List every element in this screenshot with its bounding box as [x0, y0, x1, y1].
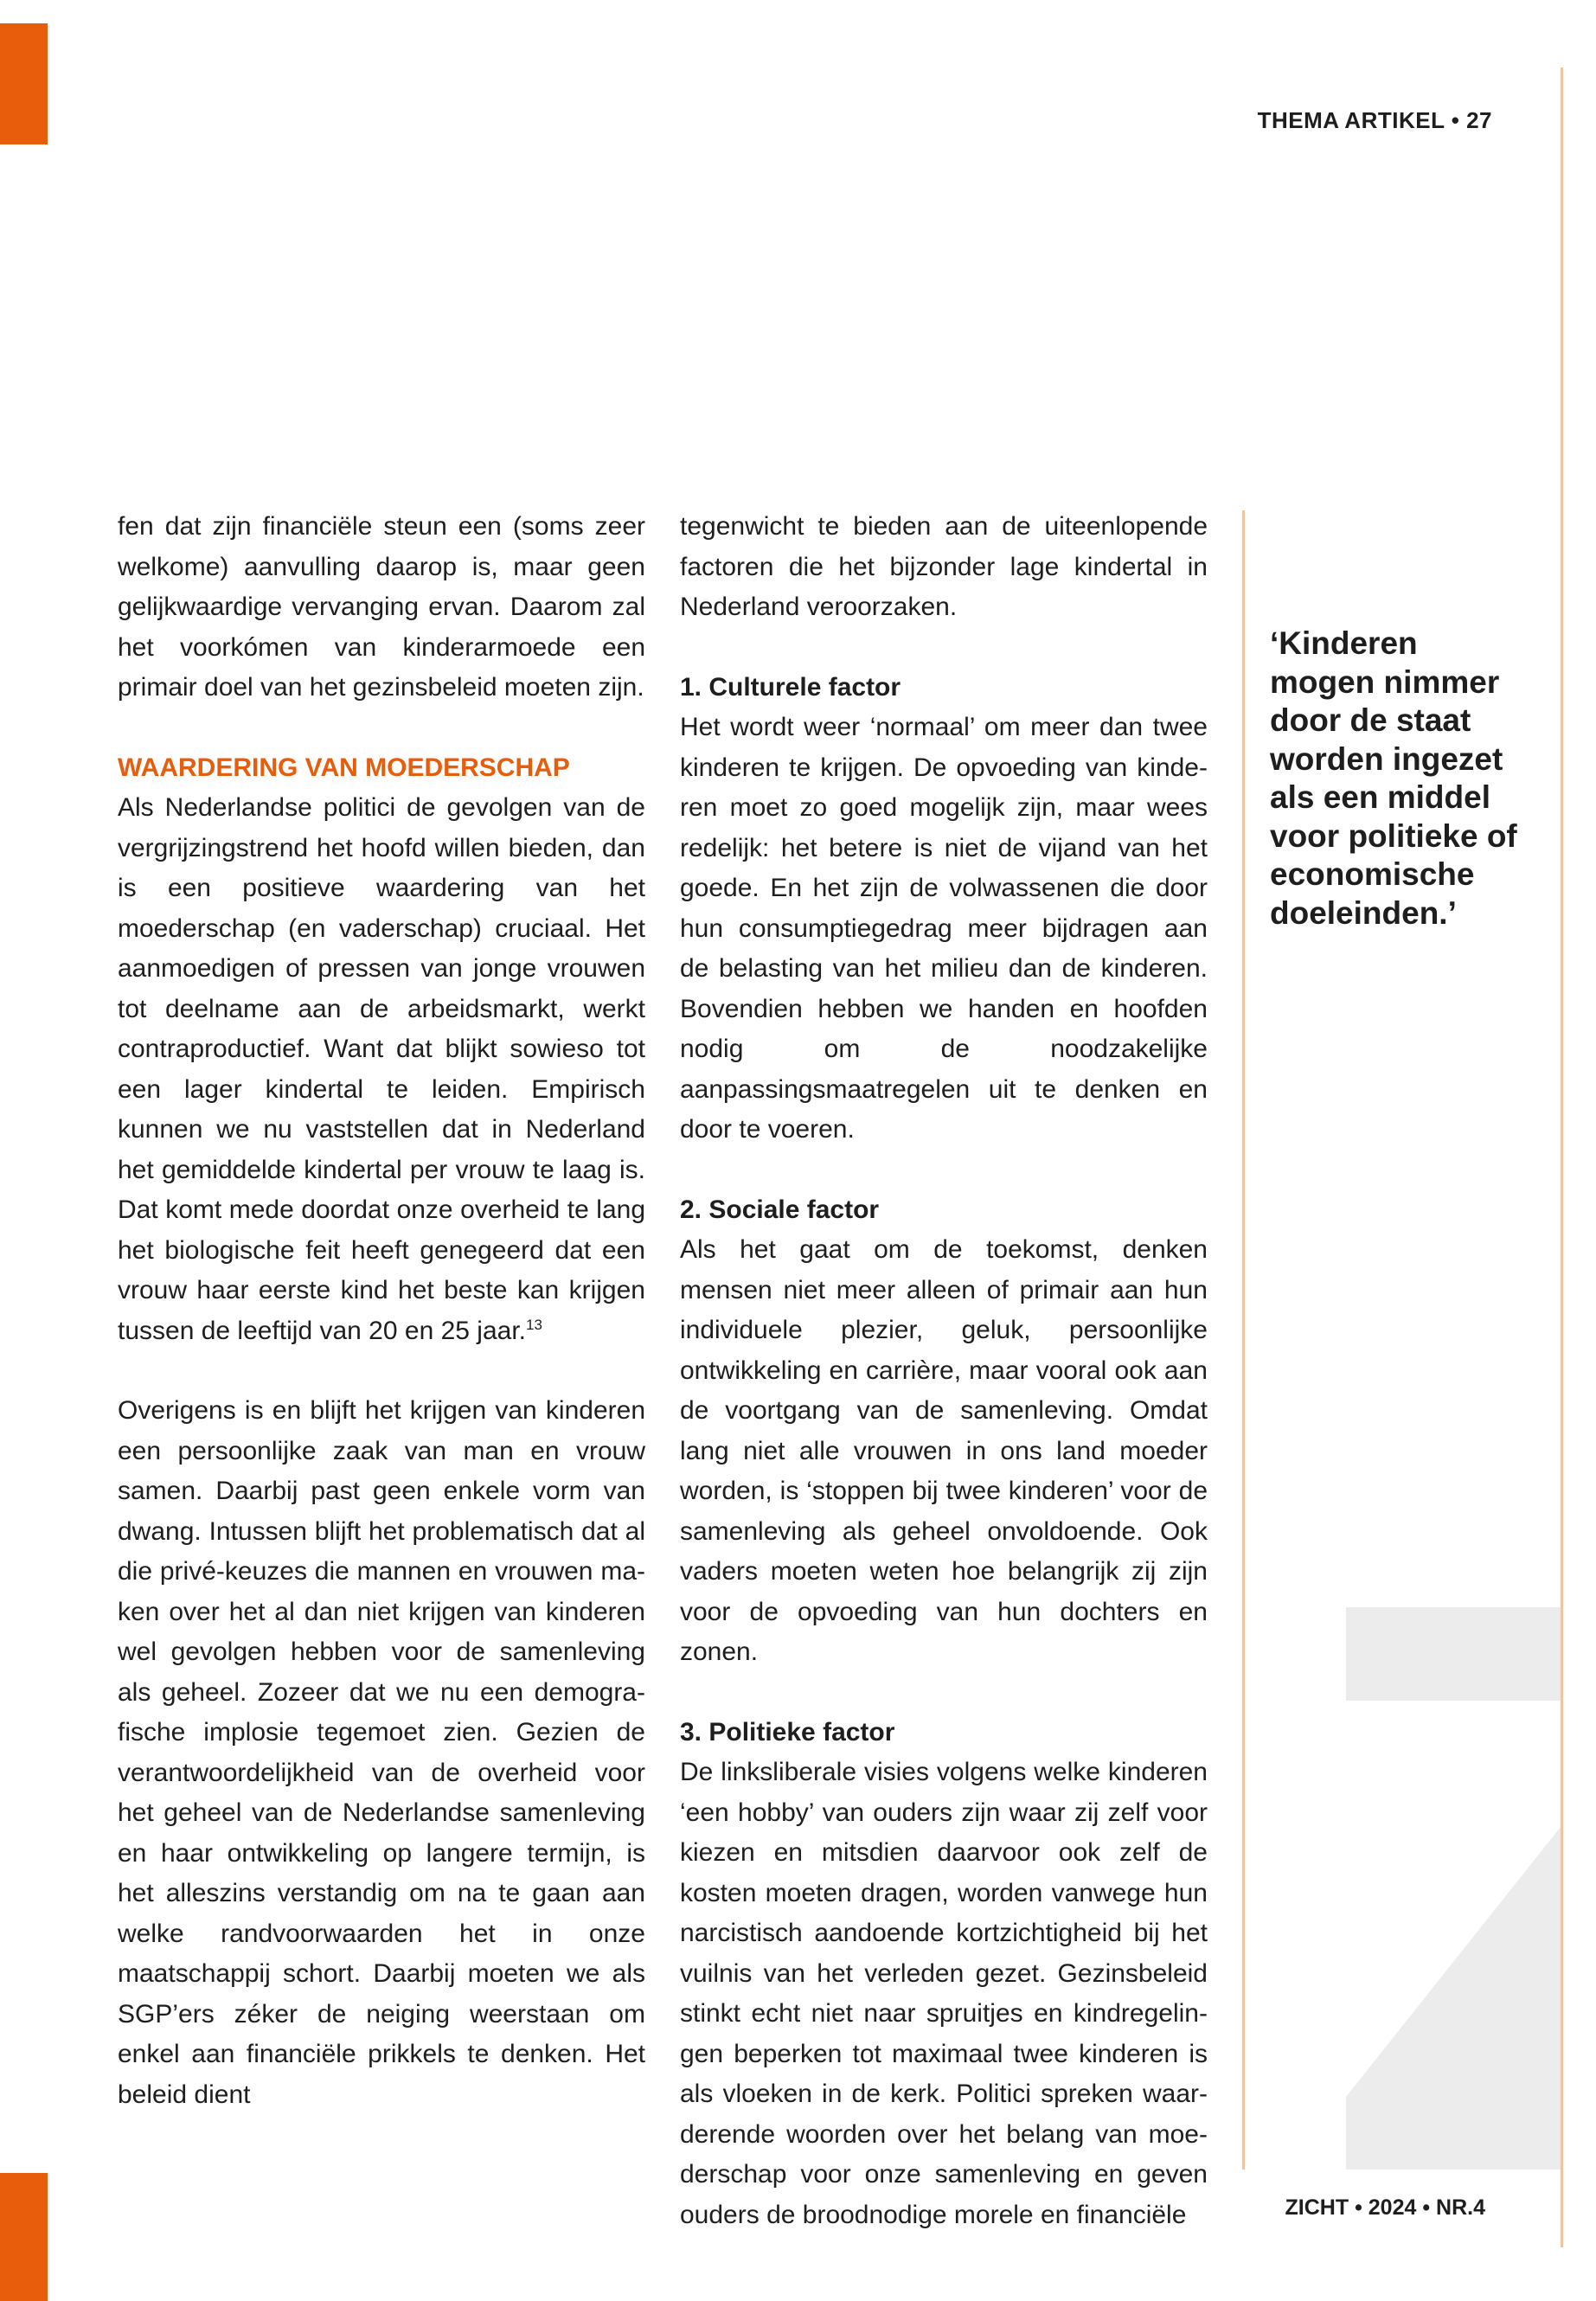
running-footer: ZICHT • 2024 • NR.4 — [1285, 2195, 1485, 2220]
paragraph: Overigens is en blijft het krijgen van kinderen een persoonlijke zaak van man en vrouw samen. Daarbij past geen enkele vorm van dwang. Intussen blijft het problematisch dat al die privé-keuzes die mannen en vrouwen maken over het al dan niet krijgen van kinderen wel gevolgen hebben voor de samenleving als geheel. Zozeer dat we nu een demografische implosie tegemoet zien. Gezien de verantwoordelijkheid van de overheid voor het geheel van de Nederlandse samenleving en haar ontwikkeling op langere termijn, is het alleszins verstandig om na te gaan aan welke randvoorwaarden het in onze maatschappij schort. Daarbij moeten we als SGP’ers zéker de neiging weerstaan om enkel aan financiële prikkels te denken. Het beleid dient — [118, 1396, 645, 2109]
subheading-social: 2. Sociale factor — [680, 1195, 880, 1224]
pullquote-rule — [1242, 510, 1245, 2170]
paragraph: tegenwicht te bieden aan de uiteenlopende factoren die het bijzonder lage kindertal in Nederland veroorzaken. — [680, 512, 1208, 621]
footnote-ref: 13 — [526, 1316, 542, 1333]
header-separator: • — [1451, 107, 1460, 133]
paragraph: De linksliberale visies volgens welke kinderen ‘een hobby’ van ouders zijn waar zij zelf voor kiezen en mitsdien daarvoor ook zelf de kosten moeten dragen, worden vanwege hun narcistisch aandoende kortzichtigheid bij het vuilnis van het verleden gezet. Gezinsbeleid stinkt echt niet naar spruitjes en kindregelingen beperken tot maximaal twee kinderen is als vloeken in de kerk. Politici spreken waarderende woorden over het belang van moederschap voor onze samenleving en geven ouders de broodnodige morele en financiële — [680, 1758, 1208, 2229]
paragraph: Het wordt weer ‘normaal’ om meer dan twee kinderen te krijgen. De opvoeding van kinderen moet zo goed mogelijk zijn, maar wees redelijk: het betere is niet de vijand van het goede. En het zijn de volwassenen die door hun consumptiegedrag meer bijdragen aan de belasting van het milieu dan de kinderen. Bovendien hebben we handen en hoofden nodig om de noodzakelijke aanpassingsmaatregelen uit te denken en door te voeren. — [680, 713, 1208, 1144]
section-heading: WAARDERING VAN MOEDERSCHAP — [118, 753, 570, 782]
deco-z-diagonal — [1346, 1827, 1561, 2170]
pullquote: ‘Kinderen mogen nimmer door de staat worden ingezet als een middel voor politieke of economische doeleinden.’ — [1270, 625, 1517, 931]
paragraph: fen dat zijn financiële steun een (soms zeer welkome) aanvulling daarop is, maar geen gelijkwaardige vervanging ervan. Daarom zal het voorkómen van kinderarmoede een primair doel van het gezinsbeleid moeten zijn. — [118, 512, 645, 702]
article-column-middle — [680, 507, 1208, 2235]
header-section: THEMA ARTIKEL — [1257, 107, 1445, 133]
header-page-number: 27 — [1466, 107, 1492, 133]
paragraph: Als Nederlandse politici de gevolgen van de vergrijzingstrend het hoofd willen bieden, dan is een positieve waardering van het moederschap (en vaderschap) cruciaal. Het aanmoedigen of pressen van jonge vrouwen tot deelname aan de arbeidsmarkt, werkt contraproductief. Want dat blijkt sowieso tot een lager kindertal te leiden. Empirisch kunnen we nu vaststellen dat in Nederland het gemiddelde kindertal per vrouw te laag is. Dat komt mede doordat onze overheid te lang het biologische feit heeft genegeerd dat een vrouw haar eerste kind het beste kan krijgen tussen de leeftijd van 20 en 25 jaar.$^{13}$ — [118, 793, 645, 1345]
deco-z-top-bar — [1346, 1607, 1561, 1701]
subheading-political: 3. Politieke factor — [680, 1717, 895, 1747]
article-column-left — [118, 507, 645, 2115]
paragraph: Als het gaat om de toekomst, denken mensen niet meer alleen of primair aan hun individuele plezier, geluk, persoonlijke ontwikkeling en carrière, maar vooral ook aan de voortgang van de samenleving. Omdat lang niet alle vrouwen in ons land moeder worden, is ‘stoppen bij twee kinderen’ voor de samenleving als geheel onvoldoende. Ook vaders moeten weten hoe belangrijk zij zijn voor de opvoeding van hun dochters en zonen. — [680, 1235, 1208, 1666]
subheading-cultural: 1. Culturele factor — [680, 672, 901, 702]
